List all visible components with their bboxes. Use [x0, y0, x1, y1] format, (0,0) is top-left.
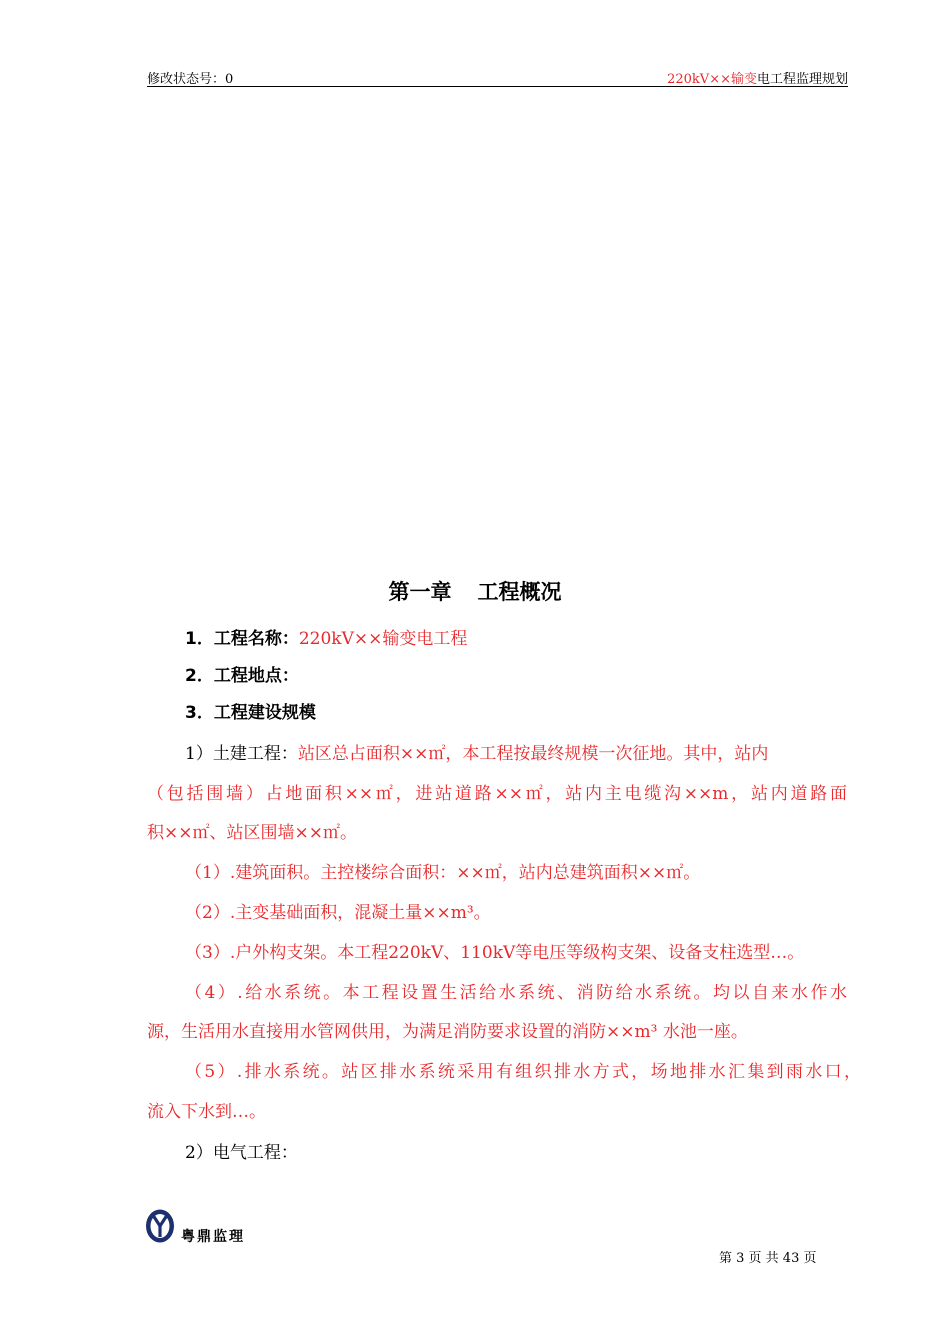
civil-sub-2: （2）.主变基础面积，混凝土量××m³。 [185, 903, 491, 923]
item-construction-scale: 3．工程建设规模 [185, 703, 316, 723]
civil-line-1 [185, 743, 847, 765]
chapter-heading [0, 576, 950, 606]
company-logo-text: 粤鼎监理 [181, 1229, 245, 1245]
document-title-black: 电工程监理规划 [756, 72, 848, 87]
civil-sub-1: （1）.建筑面积。主控楼综合面积：××㎡，站内总建筑面积××㎡。 [185, 863, 701, 883]
electrical-label: 2）电气工程： [185, 1143, 298, 1163]
civil-line-3: 积××㎡、站区围墙××㎡。 [147, 823, 357, 843]
item-project-location: 2．工程地点： [185, 666, 299, 686]
page-number: 第 3 页 共 43 页 [719, 1251, 817, 1266]
civil-sub-4-line-1: （4）.给水系统。本工程设置生活给水系统、消防给水系统。均以自来水作水 [185, 983, 847, 1003]
chapter-title: 工程概况 [477, 580, 562, 604]
chapter-number: 第一章 [388, 580, 452, 604]
item-project-name [185, 628, 467, 650]
civil-sub-5-line-1: （5）.排水系统。站区排水系统采用有组织排水方式，场地排水汇集到雨水口， [185, 1062, 861, 1082]
company-logo-icon [143, 1207, 181, 1245]
item-project-name-value: 220kV××输变电工程 [298, 629, 468, 649]
civil-line-1-text: 站区总占面积××㎡，本工程按最终规模一次征地。其中，站内 [297, 744, 769, 764]
civil-line-2: （包括围墙）占地面积××㎡，进站道路××㎡，站内主电缆沟××m，站内道路面 [147, 784, 847, 804]
civil-sub-3: （3）.户外构支架。本工程220kV、110kV等电压等级构支架、设备支柱选型…。 [185, 943, 805, 963]
page-header [147, 68, 848, 87]
civil-sub-4-line-2: 源，生活用水直接用水管网供用，为满足消防要求设置的消防××m³ 水池一座。 [147, 1022, 748, 1042]
revision-status: 修改状态号：0 [147, 72, 234, 87]
civil-prefix: 1）土建工程： [185, 744, 298, 764]
civil-sub-5-line-2: 流入下水到…。 [147, 1102, 266, 1122]
document-title-red: 220kV××输变 [667, 72, 757, 87]
item-project-name-label: 1．工程名称： [185, 629, 299, 649]
document-title [667, 68, 848, 87]
